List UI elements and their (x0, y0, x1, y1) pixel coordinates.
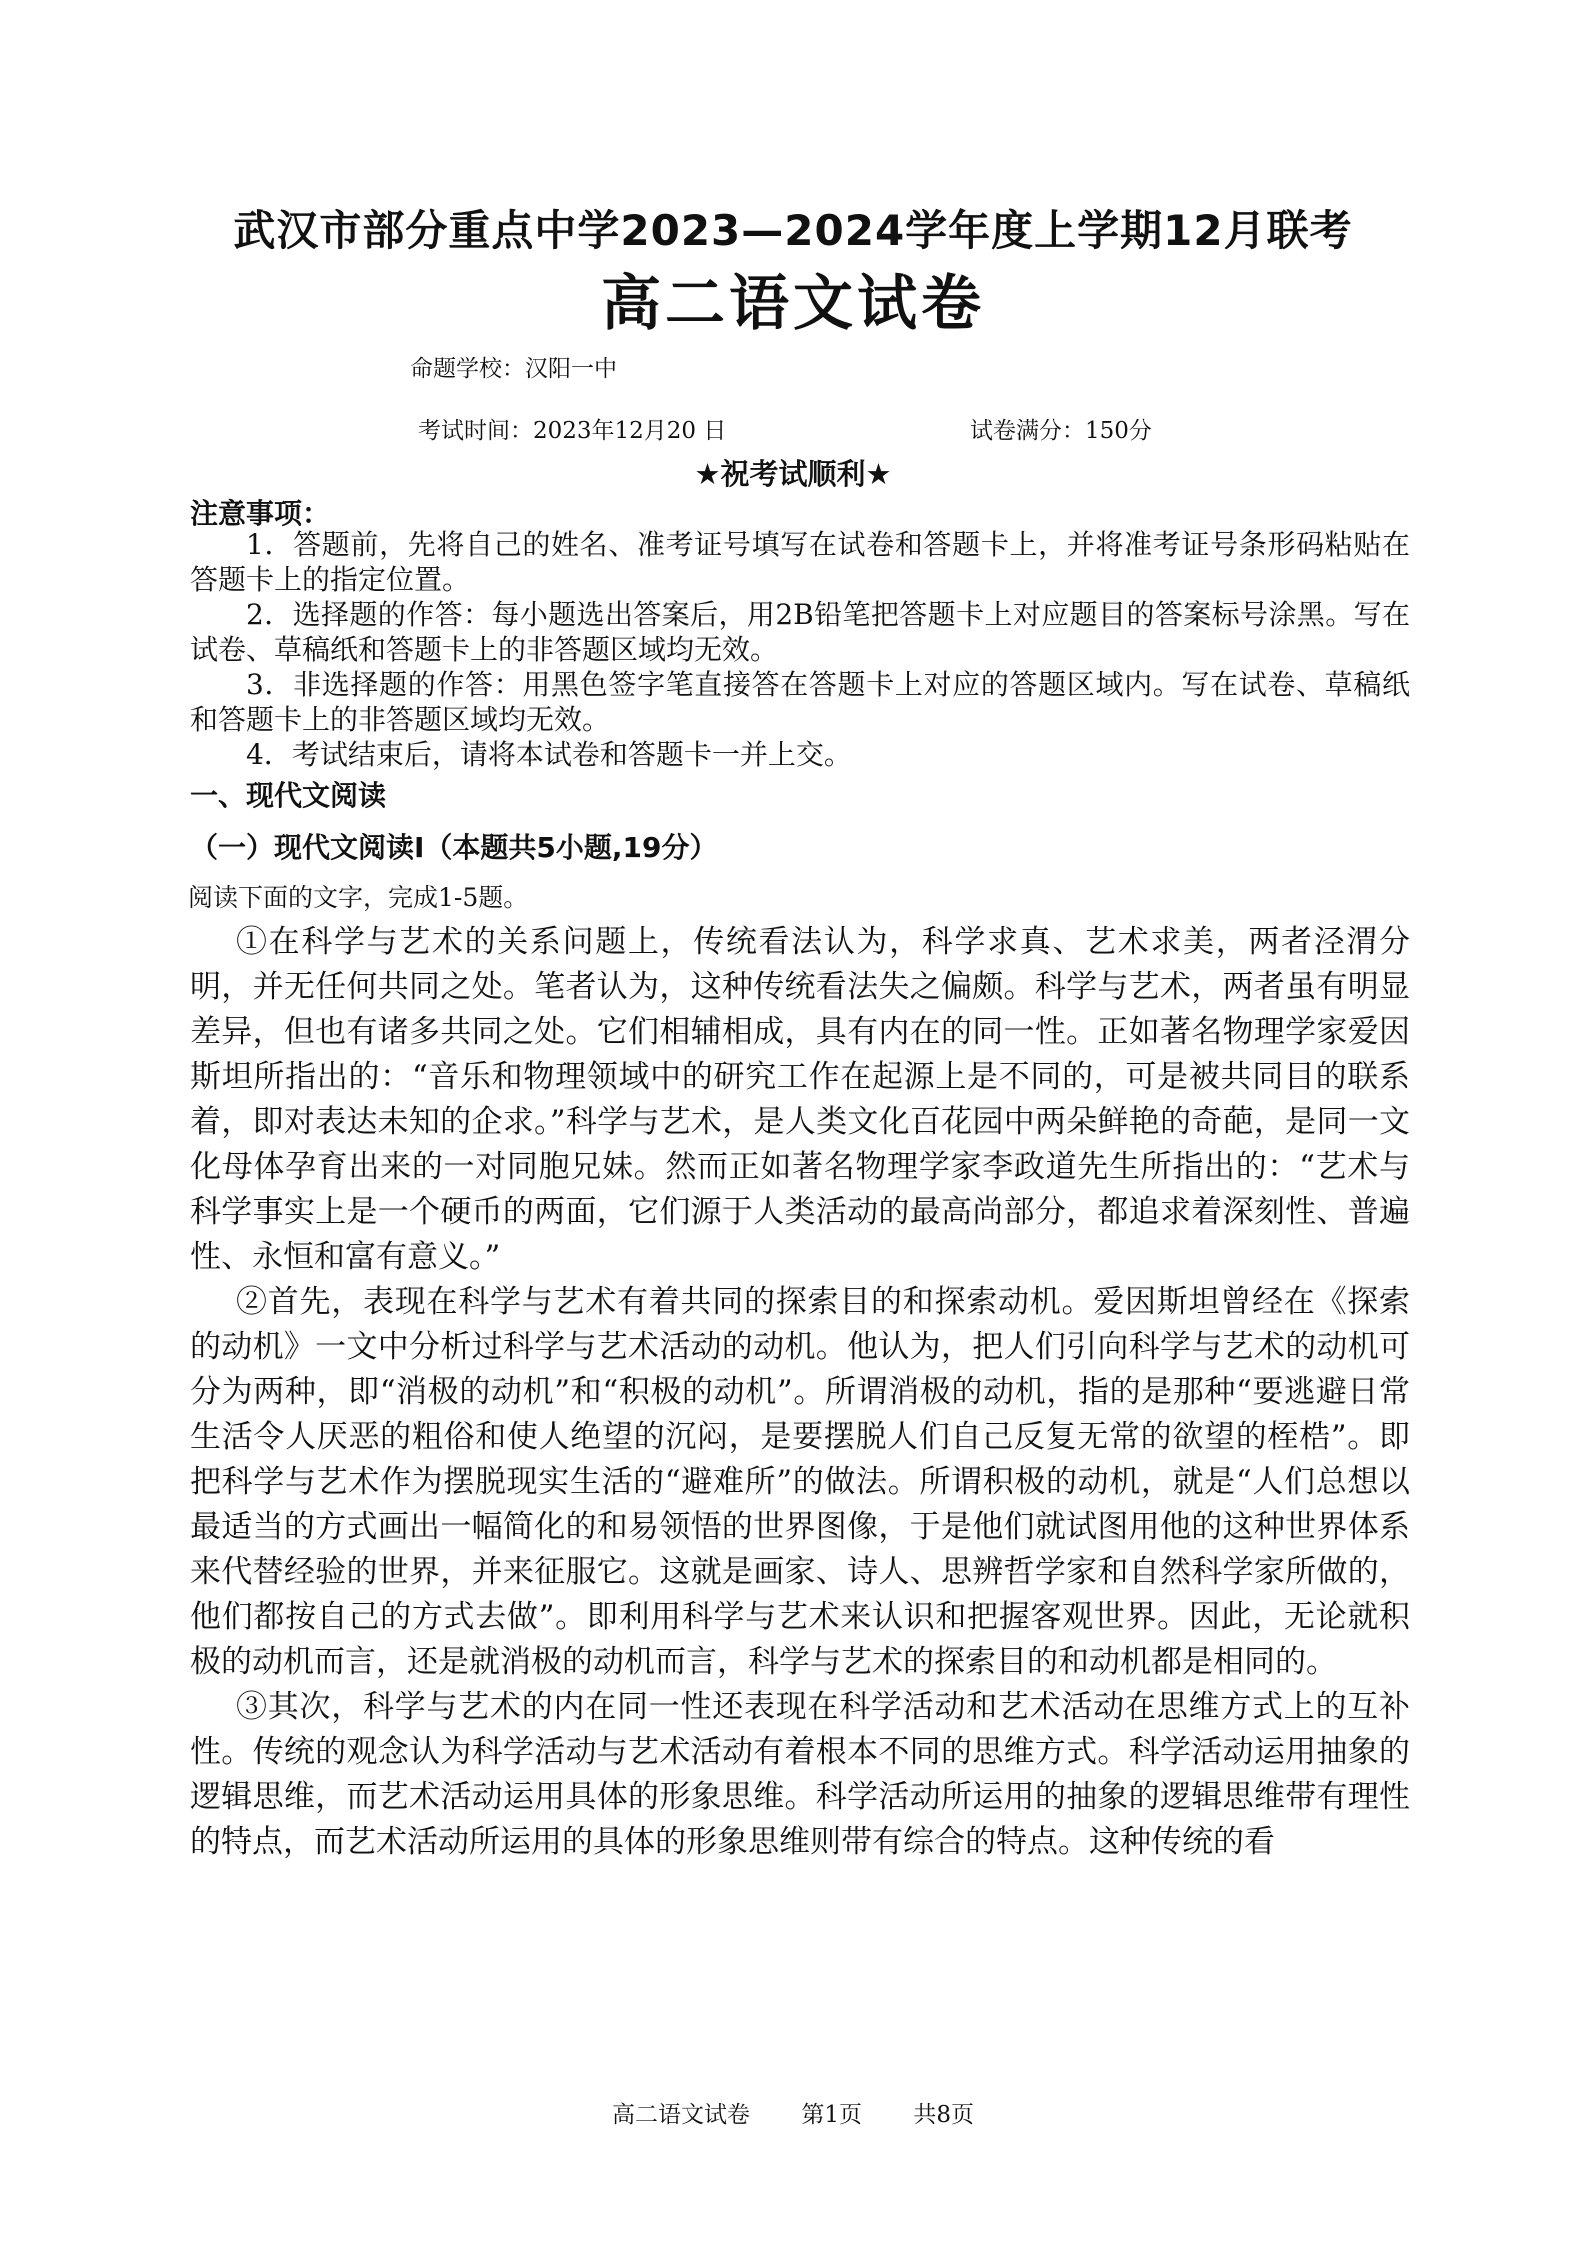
footer-total-pages: 共8页 (913, 2102, 974, 2128)
good-luck-banner: ★祝考试顺利★ (694, 457, 892, 491)
section-subheading: （一）现代文阅读Ⅰ（本题共5小题,19分） (190, 831, 718, 864)
footer-page-number: 第1页 (801, 2102, 862, 2128)
setter-school: 命题学校：汉阳一中 (410, 356, 617, 382)
notice-heading: 注意事项： (190, 497, 331, 530)
notice-item: 1．答题前，先将自己的姓名、准考证号填写在试卷和答题卡上，并将准考证号条形码粘贴在答题卡上的指定位置。 (190, 528, 1410, 596)
passage-paragraph: ②首先，表现在科学与艺术有着共同的探索目的和探索动机。爱因斯坦曾经在《探索的动机》一文中分析过科学与艺术活动的动机。他认为，把人们引向科学与艺术的动机可分为两种，即“消极的动机”和“积极的动机”。所谓消极的动机，指的是那种“要逃避日常生活令人厌恶的粗俗和使人绝望的沉闷，是要摆脱人们自己反复无常的欲望的桎梏”。即把科学与艺术作为摆脱现实生活的“避难所”的做法。所谓积极的动机，就是“人们总想以最适当的方式画出一幅简化的和易领悟的世界图像，于是他们就试图用他的这种世界体系来代替经验的世界，并来征服它。这就是画家、诗人、思辨哲学家和自然科学家所做的，他们都按自己的方式去做”。即利用科学与艺术来认识和把握客观世界。因此，无论就积极的动机而言，还是就消极的动机而言，科学与艺术的探索目的和动机都是相同的。 (190, 1284, 1410, 1680)
full-score: 试卷满分：150分 (970, 418, 1152, 444)
notice-item: 4．考试结束后，请将本试卷和答题卡一并上交。 (246, 738, 852, 771)
passage-paragraph: ①在科学与艺术的关系问题上，传统看法认为，科学求真、艺术求美，两者泾渭分明，并无任何共同之处。笔者认为，这种传统看法失之偏颇。科学与艺术，两者虽有明显差异，但也有诸多共同之处。它们相辅相成，具有内在的同一性。正如著名物理学家爱因斯坦所指出的：“音乐和物理领域中的研究工作在起源上是不同的，可是被共同目的联系着，即对表达未知的企求。”科学与艺术，是人类文化百花园中两朵鲜艳的奇葩，是同一文化母体孕育出来的一对同胞兄妹。然而正如著名物理学家李政道先生所指出的：“艺术与科学事实上是一个硬币的两面，它们源于人类活动的最高尚部分，都追求着深刻性、普遍性、永恒和富有意义。” (190, 924, 1410, 1275)
exam-subtitle: 高二语文试卷 (601, 269, 985, 339)
section-heading: 一、现代文阅读 (190, 779, 387, 812)
notice-list (190, 527, 1410, 772)
exam-time: 考试时间：2023年12月20 日 (418, 418, 727, 444)
passage-paragraph: ③其次，科学与艺术的内在同一性还表现在科学活动和艺术活动在思维方式上的互补性。传统的观念认为科学活动与艺术活动有着根本不同的思维方式。科学活动运用抽象的逻辑思维，而艺术活动运用具体的形象思维。科学活动所运用的抽象的逻辑思维带有理性的特点，而艺术活动所运用的具体的形象思维则带有综合的特点。这种传统的看 (190, 1689, 1410, 1860)
footer-subject: 高二语文试卷 (612, 2102, 751, 2128)
reading-instruction: 阅读下面的文字，完成1-5题。 (188, 883, 529, 912)
reading-passage (190, 920, 1410, 1865)
notice-item: 3．非选择题的作答：用黑色签字笔直接答在答题卡上对应的答题区域内。写在试卷、草稿纸和答题卡上的非答题区域均无效。 (190, 668, 1410, 736)
page-footer (0, 2096, 1586, 2129)
notice-item: 2．选择题的作答：每小题选出答案后，用2B铅笔把答题卡上对应题目的答案标号涂黑。写在试卷、草稿纸和答题卡上的非答题区域均无效。 (190, 598, 1410, 666)
exam-title: 武汉市部分重点中学2023—2024学年度上学期12月联考 (233, 206, 1353, 255)
